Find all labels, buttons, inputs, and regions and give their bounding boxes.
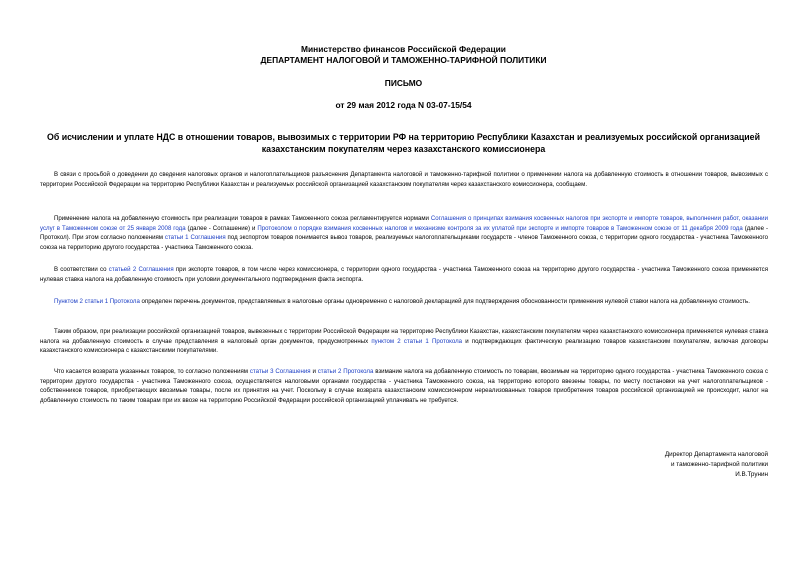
- signature-block: [665, 450, 768, 480]
- link-protocol[interactable]: Протоколом о порядке взимания косвенных налогов и механизме контроля за их уплатой при экспорте и импорте товаров в Таможенном союзе от 11 декабря 2009 года: [257, 224, 743, 232]
- document-title-line-1: Об исчислении и уплате НДС в отношении товаров, вывозимых с территории РФ на территорию Республики Казахстан и реализуемых российской организацией: [47, 132, 760, 142]
- paragraph-1: В связи с просьбой о доведении до сведения налоговых органов и налогоплательщиков разъяснения Департамента налоговой и таможенно-тарифной политики о применении налога на добавленную стоимость в отношении товаров, вывозимых с территории Российской Федерации на территорию Республики Казахстан и реализуемых российской организацией казахстанским покупателям через казахстанского комиссионера, сообщаем.: [40, 171, 768, 188]
- signature-title-line-2: и таможенно-тарифной политики: [670, 461, 768, 468]
- text: определен перечень документов, представляемых в налоговые органы одновременно с налоговой декларацией для подтверждения обоснованности применения нулевой ставки налога на добавленную стоимость.: [139, 298, 750, 305]
- text: (далее - Соглашение) и: [185, 224, 258, 232]
- document-title-line-2: казахстанским покупателям через казахстанского комиссионера: [261, 144, 546, 154]
- text: при экспорте товаров, в том числе через комиссионера, с территории одного государства - участника Таможенного союза на территорию другого государства - участника Таможенного союза применяется нулевая ставка налога на добавленную стоимость при условии документального подтверждения факта экспорта.: [40, 266, 768, 283]
- link-agreement-article-1[interactable]: статьи 1 Соглашения: [164, 234, 226, 242]
- paragraph-2: [40, 214, 768, 252]
- text: и подтверждающих фактическую реализацию товаров казахстанским покупателям, включая договоры казахстанского комиссионера с казахстанскими покупателями.: [40, 337, 768, 355]
- link-agreement-article-3[interactable]: статьи 3 Соглашения: [249, 368, 311, 375]
- ministry-name: Министерство финансов Российской Федерации: [301, 44, 506, 54]
- paragraph-5: [40, 327, 768, 356]
- department-name: ДЕПАРТАМЕНТ НАЛОГОВОЙ И ТАМОЖЕННО-ТАРИФНОЙ ПОЛИТИКИ: [260, 55, 547, 65]
- text: Что касается возврата указанных товаров, то согласно положениям: [54, 368, 250, 375]
- text: (далее - Протокол). При этом согласно положениям: [40, 224, 768, 242]
- link-protocol-article-1-item-2[interactable]: пунктом 2 статьи 1 Протокола: [371, 337, 463, 345]
- link-agreement[interactable]: Соглашения о принципах взимания косвенных налогов при экспорте и импорте товаров, выполнении работ, оказании услуг в Таможенном союзе от 25 января 2008 года: [40, 215, 768, 232]
- text: под экспортом товаров понимается вывоз товаров, реализуемых налогоплательщиками государств - членов Таможенного союза, с территории одного государства - участника Таможенного союза на территорию другого государства - участника Таможенного союза.: [40, 234, 768, 251]
- text: В соответствии со: [54, 266, 109, 273]
- paragraph-4: [40, 297, 768, 307]
- text: Применение налога на добавленную стоимость при реализации товаров в рамках Таможенного союза регламентируется нормами: [54, 215, 431, 222]
- link-protocol-article-2[interactable]: статьи 2 Протокола: [317, 368, 374, 375]
- paragraph-3: [40, 265, 768, 284]
- document-title: [40, 131, 767, 155]
- text: Таким образом, при реализации российской организацией товаров, вывезенных с территории Российской Федерации на территорию Республики Казахстан, казахстанским покупателям через казахстанского комиссионера применяется нулевая ставка налога на добавленную стоимость в случае представления в налоговый орган документов, предусмотренных: [40, 328, 768, 345]
- text: и: [310, 368, 318, 375]
- document-date-number: от 29 мая 2012 года N 03-07-15/54: [335, 100, 472, 110]
- document-type: ПИСЬМО: [384, 78, 423, 88]
- link-agreement-article-2[interactable]: статьей 2 Соглашения: [108, 266, 174, 273]
- signature-title-line-1: Директор Департамента налоговой: [664, 451, 768, 458]
- signature-name: И.В.Трунин: [735, 471, 768, 478]
- paragraph-6: [40, 367, 768, 405]
- link-protocol-article-1-item-2[interactable]: Пунктом 2 статьи 1 Протокола: [54, 298, 140, 305]
- text: взимание налога на добавленную стоимость по товарам, ввозимым на территорию одного государства - участника Таможенного союза с территории другого государства - участника Таможенного союза, осуществляется налоговыми органами государства - участника Таможенного союза, на территорию которого ввезены товары, по месту постановки на учет налогоплательщиков - собственников товаров, приобретающих ввозимые товары, после их принятия на учет. Поскольку в случае возврата казахстанским комиссионером нереализованных товаров приобретения товаров российской организацией не происходит, налог на добавленную стоимость по таким товарам при их ввозе на территорию Российской Федерации российской организацией уплачивать не требуется.: [40, 368, 769, 404]
